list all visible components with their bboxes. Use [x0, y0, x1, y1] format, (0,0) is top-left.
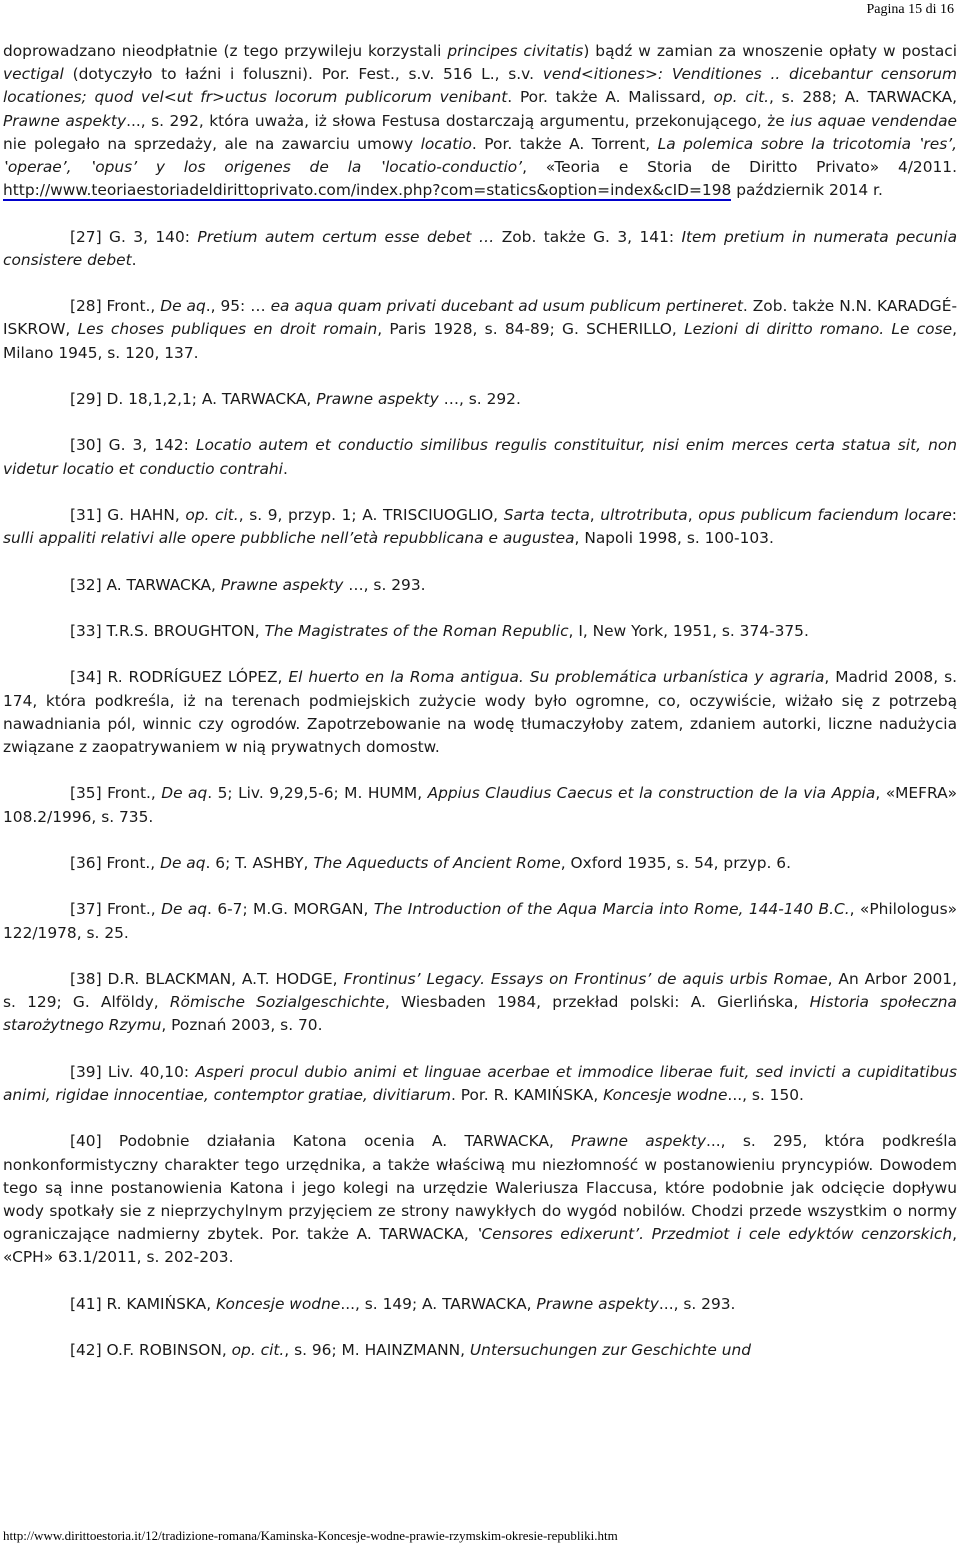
footnote-30: [30] G. 3, 142: Locatio autem et conductio similibus regulis constituitur, nisi enim merces certa statua sit, non videtur locatio et conductio contrahi.	[3, 436, 957, 478]
footnote-41: [41] R. KAMIŃSKA, Koncesje wodne..., s. 149; A. TARWACKA, Prawne aspekty..., s. 293.	[70, 1294, 736, 1313]
page-footer-url: http://www.dirittoestoria.it/12/tradizione-romana/Kaminska-Koncesje-wodne-prawie-rzymskim-okresie-republiki.htm	[3, 1528, 618, 1543]
footnote-32: [32] A. TARWACKA, Prawne aspekty …, s. 293.	[70, 575, 426, 594]
reference-link[interactable]: http://www.teoriaestoriadeldirittoprivato.com/index.php?com=statics&option=index&cID=198	[3, 181, 732, 200]
page-number: Pagina 15 di 16	[866, 2, 954, 17]
footnote-39: [39] Liv. 40,10: Asperi procul dubio animi et linguae acerbae et immodice liberae fuit, sed invicti a cupiditatibus animi, rigidae innocentiae, contemptor gratiae, divitiarum. Por. R. KAMIŃSKA, Koncesje wodne..., s. 150.	[3, 1062, 958, 1104]
footnote-28: [28] Front., De aq., 95: … ea aqua quam privati ducebant ad usum publicum pertineret. Zob. także N.N. KARADGÉ-ISKROW, Les choses publiques en droit romain, Paris 1928, s. 84-89; G. SCHERILLO, Lezioni di diritto romano. Le cose, Milano 1945, s. 120, 137.	[3, 297, 957, 362]
footnote-34: [34] R. RODRÍGUEZ LÓPEZ, El huerto en la Roma antigua. Su problemática urbanística y agraria, Madrid 2008, s. 174, która podkreśla, iż na terenach podmiejskich zużycie wody było ogromne, co, oczywiście, wiżało się z potrzebą nawadniania pól, winnic czy ogrodów. Zapotrzebowanie na wodę tłumaczyłoby zatem, zdaniem autorki, liczne nadużycia związane z zaopatrywaniem w nią prywatnych domostw.	[3, 668, 957, 756]
footnote-31: [31] G. HAHN, op. cit., s. 9, przyp. 1; A. TRISCIUOGLIO, Sarta tecta, ultrotributa, opus publicum faciendum locare: sulli appaliti relativi alle opere pubbliche nell’età repubblicana e augustea, Napoli 1998, s. 100-103.	[3, 505, 957, 548]
footnote-35: [35] Front., De aq. 5; Liv. 9,29,5-6; M. HUMM, Appius Claudius Caecus et la construction de la via Appia, «MEFRA» 108.2/1996, s. 735.	[3, 784, 958, 826]
footnote-37: [37] Front., De aq. 6-7; M.G. MORGAN, The Introduction of the Aqua Marcia into Rome, 144-140 B.C., «Philologus» 122/1978, s. 25.	[3, 900, 957, 942]
footnote-42: [42] O.F. ROBINSON, op. cit., s. 96; M. HAINZMANN, Untersuchungen zur Geschichte und	[70, 1341, 752, 1360]
paragraph-continuation: doprowadzano nieodpłatnie (z tego przywileju korzystali principes civitatis) bądź w zamian za wnoszenie opłaty w postaci vectigal (dotyczyło to łaźni i foluszni). Por. Fest., s.v. 516 L., s.v. vend<itiones>: Venditiones .. dicebantur censorum locationes; quod vel<ut fr>uctus locorum publicorum venibant. Por. także A. Malissard, op. cit., s. 288; A. TARWACKA, Prawne aspekty..., s. 292, która uważa, iż słowa Festusa dostarczają argumentu, przekonującego, że ius aquae vendendae nie polegało na sprzedaży, ale na zawarciu umowy locatio. Por. także A. Torrent, La polemica sobre la tricotomia ‛res’, ‛operae’, ‛opus’ y los origenes de la ‛locatio-conductio’, «Teoria e Storia de Diritto Privato» 4/2011. http://www.teoriaestoriadeldirittoprivato.com/index.php?com=statics&option=index&cID=198 październik 2014 r.	[3, 42, 957, 200]
footnote-40: [40] Podobnie działania Katona ocenia A. TARWACKA, Prawne aspekty..., s. 295, która podkreśla nonkonformistyczny charakter tego urzędnika, a także właściwą mu niezłomność w postanowieniu pryncypiów. Dowodem tego są inne postanowienia Katona i jego kolegi na urzędzie Waleriusza Flaccusa, które podobnie jak odcięcie dopływu wody spotkały sie z nieprzychylnym przyjęciem ze strony nawykłych do wygód nobilów. Chodzi przede wszystkim o normy ograniczające nadmierny zbytek. Por. także A. TARWACKA, ‛Censores edixerunt’. Przedmiot i cele edyktów cenzorskich, «CPH» 63.1/2011, s. 202-203.	[3, 1132, 957, 1267]
footnote-36: [36] Front., De aq. 6; T. ASHBY, The Aqueducts of Ancient Rome, Oxford 1935, s. 54, przyp. 6.	[70, 853, 791, 872]
footnote-29: [29] D. 18,1,2,1; A. TARWACKA, Prawne aspekty …, s. 292.	[70, 390, 521, 408]
footnote-27: [27] G. 3, 140: Pretium autem certum esse debet … Zob. także G. 3, 141: Item pretium in numerata pecunia consistere debet.	[3, 227, 958, 269]
document-body	[3, 40, 957, 1386]
footnote-33: [33] T.R.S. BROUGHTON, The Magistrates of the Roman Republic, I, New York, 1951, s. 374-375.	[70, 621, 809, 640]
footnote-38: [38] D.R. BLACKMAN, A.T. HODGE, Frontinus’ Legacy. Essays on Frontinus’ de aquis urbis Romae, An Arbor 2001, s. 129; G. Alföldy, Römische Sozialgeschichte, Wiesbaden 1984, przekład polski: A. Gierlińska, Historia społeczna starożytnego Rzymu, Poznań 2003, s. 70.	[3, 969, 957, 1035]
